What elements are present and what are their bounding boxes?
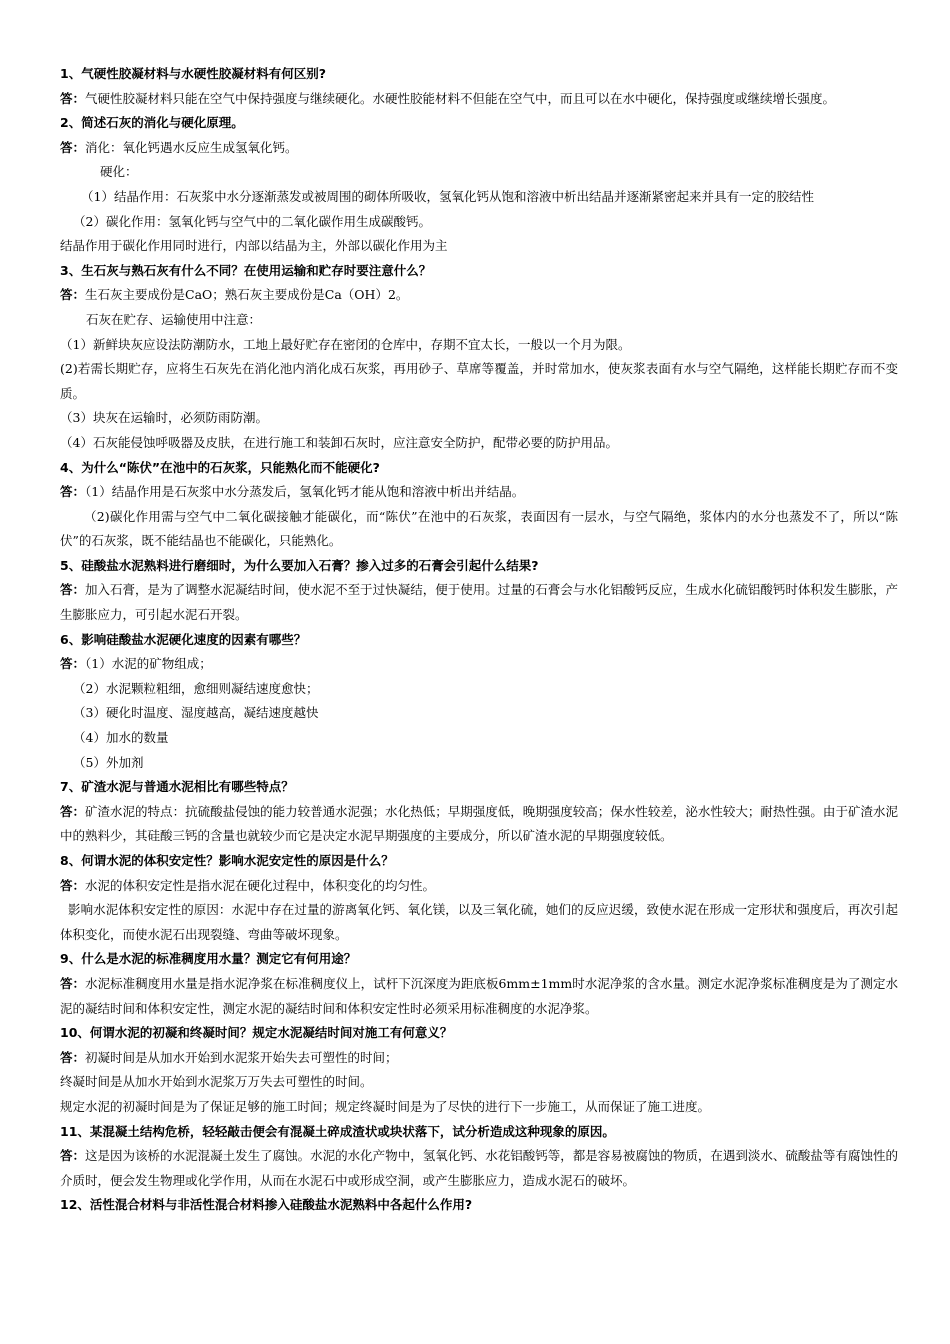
answer-8-line: 影响水泥体积安定性的原因：水泥中存在过量的游离氧化钙、氧化镁，以及三氧化硫，她们的反应迟缓，致使水泥在形成一定形状和强度后，再次引起体积变化，而使水泥石出现裂缝、弯曲等破坏现象。 <box>60 902 898 942</box>
question-4-title: 4、为什么“陈伏”在池中的石灰浆，只能熟化而不能硬化? <box>60 459 380 475</box>
answer-4: 答：（1）结晶作用是石灰浆中水分蒸发后，氢氧化钙才能从饱和溶液中析出并结晶。 <box>60 484 525 500</box>
answer-label: 答： <box>60 484 86 500</box>
question-1-title: 1、气硬性胶凝材料与水硬性胶凝材料有何区别? <box>60 66 326 81</box>
answer-3-line: （1）新鲜块灰应设法防潮防水，工地上最好贮存在密闭的仓库中，存期不宜太长，一般以一个月为限。 <box>60 336 631 352</box>
answer-6-line: （2）水泥颗粒粗细，愈细则凝结速度愈快； <box>73 680 319 696</box>
answer-3-line: （4）石灰能侵蚀呼吸器及皮肤，在进行施工和装卸石灰时，应注意安全防护，配带必要的防护用品。 <box>60 434 618 450</box>
answer-3-line: 石灰在贮存、运输使用中注意： <box>86 311 262 327</box>
answer-3: 答：生石灰主要成份是CaO；熟石灰主要成份是Ca（OH）2。 <box>60 287 409 303</box>
answer-label: 答： <box>60 1148 86 1164</box>
answer-10: 答：初凝时间是从加水开始到水泥浆开始失去可塑性的时间； <box>60 1049 398 1065</box>
question-7-title: 7、矿渣水泥与普通水泥相比有哪些特点？ <box>60 779 294 795</box>
answer-label: 答： <box>60 1049 86 1065</box>
question-10-title: 10、何谓水泥的初凝和终凝时间？规定水泥凝结时间对施工有何意义？ <box>60 1025 453 1041</box>
question-11-title: 11、某混凝土结构危桥，轻轻敲击便会有混凝土碎成渣状或块状落下，试分析造成这种现象的原因。 <box>60 1123 615 1139</box>
answer-11: 答：这是因为该桥的水泥混凝土发生了腐蚀。水泥的水化产物中，氢氧化钙、水花铝酸钙等，都是容易被腐蚀的物质，在遇到淡水、硫酸盐等有腐蚀性的介质时，便会发生物理或化学作用，从而在水泥石中或形成空洞，或产生膨胀应力，造成水泥石的破坏。 <box>60 1148 898 1188</box>
question-8-title: 8、何谓水泥的体积安定性？影响水泥安定性的原因是什么？ <box>60 853 394 868</box>
question-9-title: 9、什么是水泥的标准稠度用水量？测定它有何用途？ <box>60 951 357 967</box>
question-6-title: 6、影响硅酸盐水泥硬化速度的因素有哪些？ <box>60 631 307 647</box>
answer-label: 答： <box>60 877 86 893</box>
question-3-title: 3、生石灰与熟石灰有什么不同？在使用运输和贮存时要注意什么？ <box>60 262 432 278</box>
answer-7: 答：矿渣水泥的特点：抗硫酸盐侵蚀的能力较普通水泥强；水化热低；早期强度低，晚期强度较高；保水性较差，泌水性较大；耐热性强。由于矿渣水泥中的熟料少，其硅酸三钙的含量也就较少而它是决定水泥早期强度的主要成分，所以矿渣水泥的早期强度较低。 <box>60 803 898 844</box>
question-5-title: 5、硅酸盐水泥熟料进行磨细时，为什么要加入石膏？掺入过多的石膏会引起什么结果? <box>60 557 539 573</box>
answer-10-line: 规定水泥的初凝时间是为了保证足够的施工时间；规定终凝时间是为了尽快的进行下一步施工，从而保证了施工进度。 <box>60 1098 711 1114</box>
answer-label: 答： <box>60 139 86 155</box>
document-page <box>60 62 898 1218</box>
answer-5: 答：加入石膏，是为了调整水泥凝结时间，使水泥不至于过快凝结，便于使用。过量的石膏会与水化铝酸钙反应，生成水化硫铝酸钙时体积发生膨胀，产生膨胀应力，可引起水泥石开裂。 <box>60 582 898 623</box>
answer-10-line: 终凝时间是从加水开始到水泥浆万万失去可塑性的时间。 <box>60 1074 373 1090</box>
answer-label: 答： <box>60 975 86 991</box>
answer-label: 答： <box>60 803 86 819</box>
answer-6-line: （5）外加剂 <box>73 754 144 770</box>
question-2-title: 2、简述石灰的消化与硬化原理。 <box>60 115 244 131</box>
answer-2-line: （1）结晶作用：石灰浆中水分逐渐蒸发或被周围的砌体所吸收，氢氧化钙从饱和溶液中析出结晶并逐渐紧密起来并具有一定的胶结性 <box>81 188 814 204</box>
answer-label: 答： <box>60 582 86 598</box>
answer-8: 答：水泥的体积安定性是指水泥在硬化过程中，体积变化的均匀性。 <box>60 877 436 893</box>
answer-label: 答： <box>60 90 86 106</box>
answer-2: 答：消化：氧化钙遇水反应生成氢氧化钙。 <box>60 139 298 155</box>
answer-9: 答：水泥标准稠度用水量是指水泥净浆在标准稠度仪上，试杆下沉深度为距底板6mm±1mm时水泥净浆的含水量。测定水泥净浆标准稠度是为了测定水泥的凝结时间和体积安定性，测定水泥的凝结时间和体积安定性时必须采用标准稠度的水泥净浆。 <box>60 975 898 1016</box>
answer-2-line: （2）碳化作用：氢氧化钙与空气中的二氧化碳作用生成碳酸钙。 <box>73 213 431 229</box>
question-12-title: 12、活性混合材料与非活性混合材料掺入硅酸盐水泥熟料中各起什么作用? <box>60 1197 473 1213</box>
answer-3-line: (2)若需长期贮存，应将生石灰先在消化池内消化成石灰浆，再用砂子、草席等覆盖，并时常加水，使灰浆表面有水与空气隔绝，这样能长期贮存而不变质。 <box>60 361 898 401</box>
answer-2-line: 结晶作用于碳化作用同时进行，内部以结晶为主，外部以碳化作用为主 <box>60 238 448 254</box>
answer-label: 答： <box>60 287 86 303</box>
answer-4-line: （2)碳化作用需与空气中二氧化碳接触才能碳化，而“陈伏”在池中的石灰浆，表面因有一层水，与空气隔绝，浆体内的水分也蒸发不了，所以“陈伏”的石灰浆，既不能结晶也不能碳化，只能熟化。 <box>60 508 898 549</box>
answer-6-line: （4）加水的数量 <box>73 730 169 746</box>
answer-6: 答：（1）水泥的矿物组成； <box>60 656 212 672</box>
answer-6-line: （3）硬化时温度、湿度越高，凝结速度越快 <box>73 705 319 721</box>
answer-1: 答：气硬性胶凝材料只能在空气中保持强度与继续硬化。水硬性胶能材料不但能在空气中，而且可以在水中硬化，保持强度或继续增长强度。 <box>60 90 836 106</box>
answer-3-line: （3）块灰在运输时，必须防雨防潮。 <box>60 410 268 426</box>
answer-label: 答： <box>60 656 86 672</box>
answer-2-line: 硬化： <box>100 164 138 180</box>
